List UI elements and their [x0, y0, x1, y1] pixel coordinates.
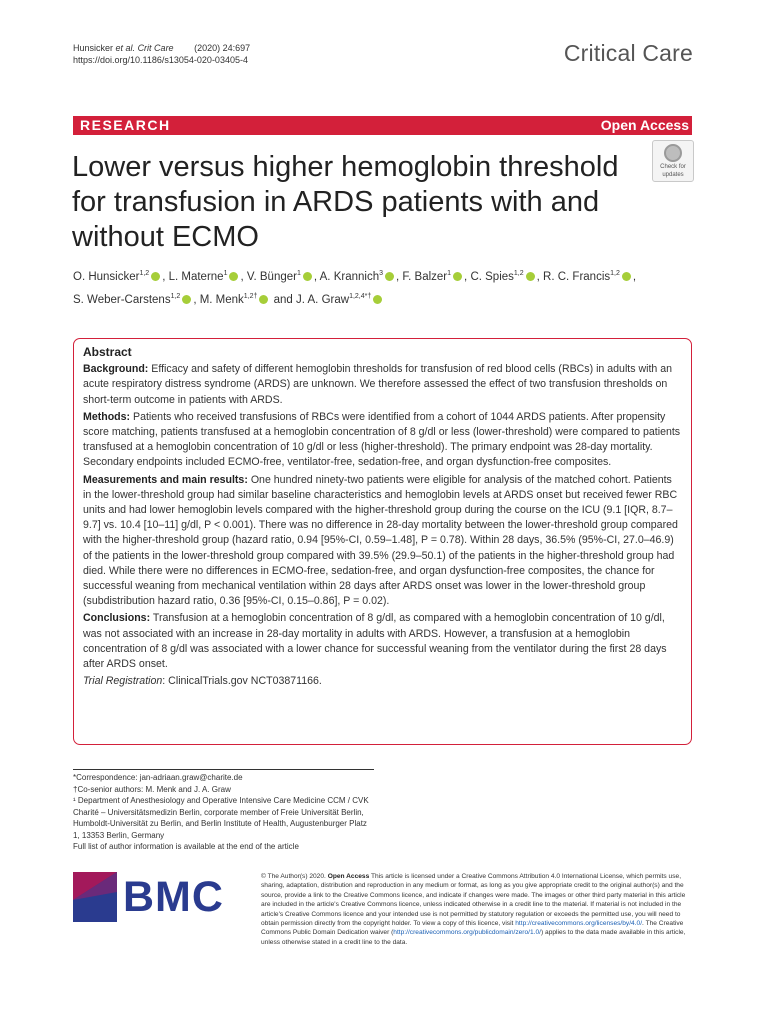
- orcid-icon[interactable]: [385, 272, 394, 281]
- author[interactable]: L. Materne$^1$: [168, 270, 228, 283]
- check-for-updates-line1: Check for: [660, 164, 686, 170]
- abstract-box: [73, 338, 692, 745]
- author[interactable]: C. Spies$^{1,2}$: [470, 270, 524, 283]
- author[interactable]: R. C. Francis$^{1,2}$: [543, 270, 620, 283]
- orcid-icon[interactable]: [229, 272, 238, 281]
- orcid-icon[interactable]: [151, 272, 160, 281]
- orcid-icon[interactable]: [453, 272, 462, 281]
- author[interactable]: V. Bünger$^1$: [246, 270, 301, 283]
- abstract-trial-registration: Trial Registration: ClinicalTrials.gov NCT03871166.: [83, 675, 322, 688]
- footnote-divider: [73, 769, 374, 770]
- author[interactable]: and J. A. Graw$^{1,2,4*\dagger}$: [273, 292, 372, 306]
- citation-year-volume: (2020) 24:697: [194, 43, 251, 53]
- abstract-background: Background: Efficacy and safety of different hemoglobin thresholds for transfusion of red blood cells (RBCs) in adults with an acute respiratory distress syndrome (ARDS) are unknown. We therefore assessed the effect of two transfusion thresholds on short-term outcome in patients with ARDS.: [83, 363, 673, 406]
- open-access-label: Open Access: [600, 117, 689, 133]
- check-for-updates-line2: updates: [662, 172, 684, 178]
- license-link-cc0[interactable]: http://creativecommons.org/publicdomain/zero/1.0/: [393, 929, 541, 937]
- abstract-conclusions: Conclusions: Transfusion at a hemoglobin concentration of 8 g/dl, as compared with a hemoglobin concentration of 10 g/dl, was not associated with an increase in 28-day mortality in adults with ARDS. However, a transfusion at a hemoglobin concentration of 8 g/dl was associated with a lower chance for successful weaning from the ventilator during the first 28 days after ARDS onset.: [83, 612, 667, 671]
- article-type-label: RESEARCH: [80, 117, 171, 133]
- article-type-bar: [73, 116, 692, 135]
- check-for-updates-badge[interactable]: [652, 140, 694, 182]
- bmc-logo: [73, 872, 224, 922]
- orcid-icon[interactable]: [303, 272, 312, 281]
- orcid-icon[interactable]: [182, 295, 191, 304]
- citation-authors: Hunsicker et al. Crit Care: [73, 43, 174, 53]
- orcid-icon[interactable]: [526, 272, 535, 281]
- license-text: © The Author(s) 2020. Open Access This article is licensed under a Creative Commons Attribution 4.0 International License, which permits use, sharing, adaptation, distribution and reproduction in any medium or format, as long as you give appropriate credit to the original author(s) and the source, provide a link to the Creative Commons licence, and indicate if changes were made. The images or other third party material in this article are included in the article's Creative Commons licence, unless indicated otherwise in a credit line to the material. If material is not included in the article's Creative Commons licence and your intended use is not permitted by statutory regulation or exceeds the permitted use, you will need to obtain permission directly from the copyright holder. To view a copy of this licence, visit http://creativecommons.org/licenses/by/4.0/. The Creative Commons Public Domain Dedication waiver (http://creativecommons.org/publicdomain/zero/1.0/) applies to the data made available in this article, unless otherwise stated in a credit line to the data.: [261, 873, 686, 946]
- bmc-logo-text: BMC: [123, 873, 224, 921]
- bmc-logo-mark-icon: [73, 872, 117, 922]
- author[interactable]: A. Krannich$^3$: [319, 270, 383, 283]
- license-link-cc-by[interactable]: http://creativecommons.org/licenses/by/4.0/: [515, 920, 643, 928]
- footnote-co-senior: †Co-senior authors: M. Menk and J. A. Graw: [73, 784, 231, 794]
- abstract-heading: Abstract: [83, 345, 132, 359]
- article-title: Lower versus higher hemoglobin threshold for transfusion in ARDS patients with and without ECMO: [72, 151, 619, 253]
- abstract-methods: Methods: Patients who received transfusions of RBCs were identified from a cohort of 1044 ARDS patients. After propensity score matching, patients transfused at a hemoglobin concentration of 8 g/dl or less (lower-threshold) were compared to patients transfused at a hemoglobin concentration of 10 g/dl or less (higher-threshold). The primary endpoint was 28-day mortality. Secondary endpoints included ECMO-free, ventilator-free, sedation-free, and organ dysfunction-free composites.: [83, 410, 681, 469]
- orcid-icon[interactable]: [373, 295, 382, 304]
- orcid-icon[interactable]: [259, 295, 268, 304]
- check-for-updates-icon: [664, 144, 682, 162]
- journal-name: Critical Care: [563, 40, 693, 66]
- abstract-results: Measurements and main results: One hundred ninety-two patients were eligible for analysis of the matched cohort. Patients in the lower-threshold group had similar baseline characteristics and hemoglobin levels at ARDS onset but received fewer RBC units and had lower hemoglobin levels compared with the higher-threshold group during the course on the ICU (9.1 [IQR, 8.7–9.7] vs. 10.4 [10–11] g/dl, P < 0.001). There was no difference in 28-day mortality between the lower-threshold group compared with the higher-threshold group (hazard ratio, 0.94 [95%-CI, 0.59–1.48], P = 0.78). Within 28 days, 36.5% (95%-CI, 27.0–46.9) of the patients in the lower-threshold group compared with 39.5% (29.9–50.1) of the patients in the higher-threshold group had died. While there were no differences in ECMO-free, sedation-free, and organ dysfunction-free composites, the chance for successful weaning from mechanical ventilation within 28 days after ARDS onset was lower in the lower-threshold group (subdistribution hazard ratio, 0.36 [95%-CI, 0.15–0.86], P = 0.02).: [83, 473, 678, 608]
- author[interactable]: S. Weber-Carstens$^{1,2}$: [73, 292, 181, 306]
- author[interactable]: M. Menk$^{1,2\dagger}$: [199, 292, 258, 306]
- footnotes: [73, 772, 373, 853]
- doi-link[interactable]: https://doi.org/10.1186/s13054-020-03405-4: [73, 55, 248, 65]
- orcid-icon[interactable]: [622, 272, 631, 281]
- footnote-more-info: Full list of author information is available at the end of the article: [73, 842, 299, 851]
- author[interactable]: F. Balzer$^1$: [402, 270, 452, 283]
- footnote-affiliation: ¹ Department of Anesthesiology and Operative Intensive Care Medicine CCM / CVK Charité – Universitätsmedizin Berlin, corporate member of Freie Universität Berlin, Humboldt-Universität zu Berlin, and Berlin Institute of Health, Augustenburger Platz 1, 13353 Berlin, Germany: [73, 796, 369, 840]
- author-list: O. Hunsicker$^{1,2}$ , L. Materne$^1$ , V. Bünger$^1$ , A. Krannich$^3$ , F. Balzer$^1$ , C. Spies$^{1,2}$ , R. C. Francis$^{1,2}$ , S. Weber-Carstens$^{1,2}$ , M. Menk$^{1,2\dagger}$ and J. A. Graw$^{1,2,4*\dagger}$: [73, 270, 637, 306]
- footnote-correspondence: *Correspondence: jan-adriaan.graw@charite.de: [73, 773, 243, 782]
- citation-header: [73, 42, 254, 66]
- author[interactable]: O. Hunsicker$^{1,2}$: [73, 270, 150, 283]
